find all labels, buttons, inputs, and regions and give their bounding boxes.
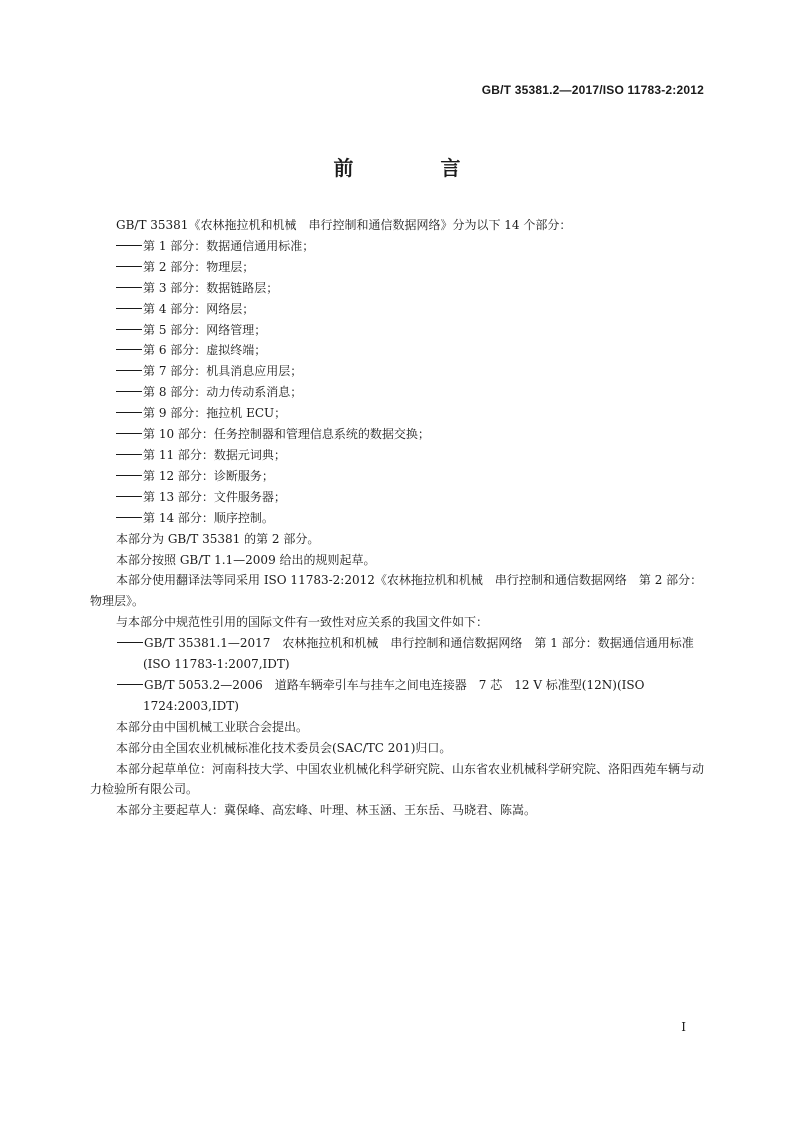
part-item: 第 1 部分：数据通信通用标准； xyxy=(90,236,706,257)
part-item: 第 13 部分：文件服务器； xyxy=(90,487,706,508)
part-item: 第 10 部分：任务控制器和管理信息系统的数据交换； xyxy=(90,424,706,445)
drafting-units-statement: 本部分起草单位：河南科技大学、中国农业机械化科学研究院、山东省农业机械科学研究院、洛阳西苑车辆与动力检验所有限公司。 xyxy=(90,761,705,797)
standard-code-header: GB/T 35381.2—2017/ISO 11783-2:2012 xyxy=(481,83,704,97)
this-part-statement: 本部分为 GB/T 35381 的第 2 部分。 xyxy=(116,531,320,546)
part-item: 第 8 部分：动力传动系消息； xyxy=(90,382,706,403)
part-item: 第 9 部分：拖拉机 ECU； xyxy=(90,403,706,424)
drafters-statement: 本部分主要起草人：冀保峰、高宏峰、叶理、林玉涵、王东岳、马晓君、陈嵩。 xyxy=(116,803,537,818)
drafting-rules-statement: 本部分按照 GB/T 1.1—2009 给出的规则起草。 xyxy=(116,552,376,567)
part-item: 第 11 部分：数据元词典； xyxy=(90,445,706,466)
adoption-statement: 本部分使用翻译法等同采用 ISO 11783-2:2012《农林拖拉机和机械 串行控制和通信数据网络 第 2 部分：物理层》。 xyxy=(90,573,703,609)
foreword-body xyxy=(90,215,706,821)
part-item: 第 4 部分：网络层； xyxy=(90,299,706,320)
proposed-by-statement: 本部分由中国机械工业联合会提出。 xyxy=(116,719,309,734)
page-title: 前 言 xyxy=(333,156,501,180)
page-number: I xyxy=(681,1020,686,1034)
jurisdiction-statement: 本部分由全国农业机械标准化技术委员会(SAC/TC 201)归口。 xyxy=(116,740,452,755)
correspondence-item: GB/T 5053.2—2006 道路车辆牵引车与挂车之间电连接器 7 芯 12 V 标准型(12N)(ISO 1724:2003,IDT) xyxy=(90,675,706,717)
part-item: 第 2 部分：物理层； xyxy=(90,257,706,278)
part-item: 第 14 部分：顺序控制。 xyxy=(90,508,706,529)
part-item: 第 7 部分：机具消息应用层； xyxy=(90,361,706,382)
part-item: 第 3 部分：数据链路层； xyxy=(90,278,706,299)
intro-paragraph: GB/T 35381《农林拖拉机和机械 串行控制和通信数据网络》分为以下 14 个部分： xyxy=(116,218,572,232)
part-item: 第 6 部分：虚拟终端； xyxy=(90,340,706,361)
correspondence-item: GB/T 35381.1—2017 农林拖拉机和机械 串行控制和通信数据网络 第 1 部分：数据通信通用标准(ISO 11783-1:2007,IDT) xyxy=(90,633,706,675)
part-item: 第 12 部分：诊断服务； xyxy=(90,466,706,487)
part-item: 第 5 部分：网络管理； xyxy=(90,320,706,341)
correspondence-intro: 与本部分中规范性引用的国际文件有一致性对应关系的我国文件如下： xyxy=(116,615,489,630)
